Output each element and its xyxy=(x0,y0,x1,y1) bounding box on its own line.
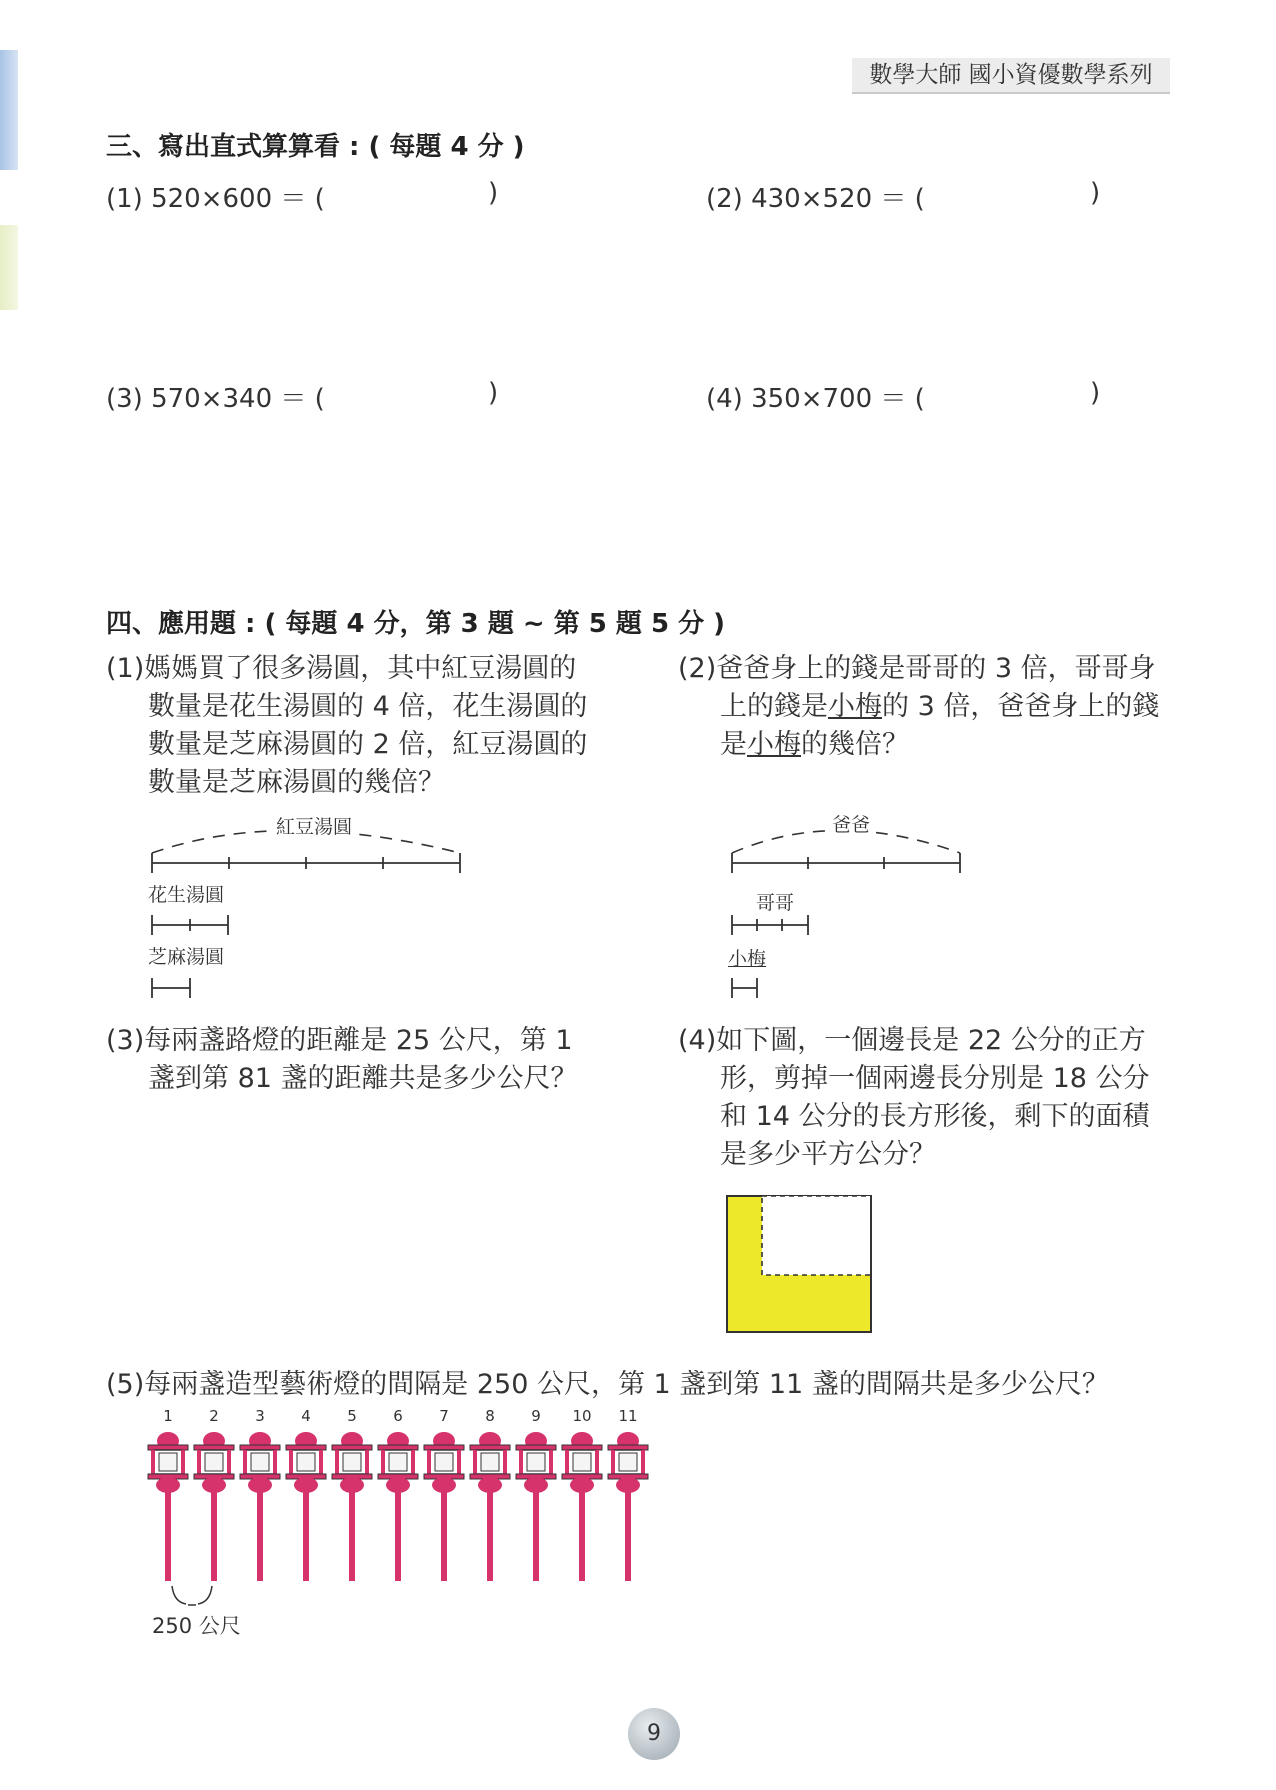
calc-q1-label: (1) 520×600 ＝ ( xyxy=(106,184,325,214)
street-lamp xyxy=(562,1407,602,1581)
word-problem-1 xyxy=(106,650,646,802)
question-number: (5) xyxy=(106,1369,145,1400)
street-lamp xyxy=(332,1407,372,1581)
word-problem-3 xyxy=(106,1022,666,1098)
question-line: 如下圖，一個邊長是 22 公分的正方 xyxy=(716,1025,1146,1056)
lamp-number: 5 xyxy=(347,1407,357,1425)
text-segment: 的 3 倍，爸爸身上的錢 xyxy=(882,691,1160,722)
page-number: 9 xyxy=(628,1708,680,1760)
section4-title: 四、應用題 : ( 每題 4 分，第 3 題 ~ 第 5 題 5 分 ) xyxy=(106,609,726,639)
lamp-row xyxy=(140,1405,660,1605)
lamp-number: 11 xyxy=(618,1407,638,1425)
word-problem-2 xyxy=(678,650,1218,764)
question-line: 數量是芝麻湯圓的幾倍？ xyxy=(148,767,445,798)
question-number: (4) xyxy=(678,1025,717,1056)
lamp-number: 1 xyxy=(163,1407,173,1425)
series-header: 數學大師 國小資優數學系列 xyxy=(852,58,1170,94)
cut-rectangle xyxy=(762,1196,871,1275)
word-problem-4 xyxy=(678,1022,1238,1174)
calc-q3-close: ) xyxy=(488,378,499,408)
street-lamp xyxy=(148,1407,188,1581)
lamp-number: 10 xyxy=(572,1407,592,1425)
question-line: 盞到第 81 盞的距離共是多少公尺？ xyxy=(148,1063,578,1094)
calc-q2-label: (2) 430×520 ＝ ( xyxy=(706,184,925,214)
diagram-label-sesame: 芝麻湯圓 xyxy=(148,946,225,968)
question-number: (2) xyxy=(678,653,717,684)
section3-title: 三、寫出直式算算看 : ( 每題 4 分 ) xyxy=(106,132,525,162)
street-lamp xyxy=(608,1407,648,1581)
question-line: 數量是花生湯圓的 4 倍，花生湯圓的 xyxy=(148,691,588,722)
text-segment: 是 xyxy=(720,729,747,760)
decorative-edge-tab xyxy=(0,50,18,170)
question-line: 形，剪掉一個兩邊長分別是 18 公分 xyxy=(720,1063,1150,1094)
street-lamp xyxy=(378,1407,418,1581)
question-line: 數量是芝麻湯圓的 2 倍，紅豆湯圓的 xyxy=(148,729,588,760)
question-line: 每兩盞造型藝術燈的間隔是 250 公尺，第 1 盞到第 11 盞的間隔共是多少公尺？ xyxy=(144,1369,1109,1400)
street-lamp xyxy=(194,1407,234,1581)
diagram-label-peanut: 花生湯圓 xyxy=(148,884,225,906)
calc-q4-label: (4) 350×700 ＝ ( xyxy=(706,384,925,414)
street-lamp xyxy=(240,1407,280,1581)
calc-q4-close: ) xyxy=(1090,378,1101,408)
lamp-number: 2 xyxy=(209,1407,219,1425)
text-segment: 的幾倍？ xyxy=(801,729,909,760)
diagram-label-dad: 爸爸 xyxy=(826,810,876,837)
calc-q3-label: (3) 570×340 ＝ ( xyxy=(106,384,325,414)
calc-q2-close: ) xyxy=(1090,178,1101,208)
cut-square-figure xyxy=(726,1195,872,1333)
question-line: 是多少平方公分？ xyxy=(720,1139,936,1170)
gap-brace-icon xyxy=(160,1584,240,1608)
street-lamp xyxy=(424,1407,464,1581)
lamp-number: 7 xyxy=(439,1407,449,1425)
calc-q1-close: ) xyxy=(488,178,499,208)
question-line: 每兩盞路燈的距離是 25 公尺，第 1 xyxy=(144,1025,573,1056)
street-lamp xyxy=(470,1407,510,1581)
name-underlined: 小梅 xyxy=(747,729,801,760)
word-problem-5 xyxy=(106,1366,1109,1404)
street-lamp xyxy=(286,1407,326,1581)
diagram-label-xiaomei: 小梅 xyxy=(728,948,767,970)
lamp-number: 6 xyxy=(393,1407,403,1425)
diagram-label-red-bean: 紅豆湯圓 xyxy=(272,812,356,839)
lamp-illustration xyxy=(140,1405,660,1605)
question-line: 媽媽買了很多湯圓，其中紅豆湯圓的 xyxy=(144,653,577,684)
diagram-label-brother: 哥哥 xyxy=(756,892,795,914)
question-line: 和 14 公分的長方形後，剩下的面積 xyxy=(720,1101,1150,1132)
text-segment: 上的錢是 xyxy=(720,691,828,722)
lamp-number: 8 xyxy=(485,1407,495,1425)
question-line xyxy=(678,688,1218,726)
street-lamp xyxy=(516,1407,556,1581)
lamp-number: 9 xyxy=(531,1407,541,1425)
name-underlined: 小梅 xyxy=(828,691,882,722)
question-line: 爸爸身上的錢是哥哥的 3 倍，哥哥身 xyxy=(716,653,1156,684)
question-number: (1) xyxy=(106,653,145,684)
lamp-number: 4 xyxy=(301,1407,311,1425)
gap-label: 250 公尺 xyxy=(152,1614,241,1638)
question-number: (3) xyxy=(106,1025,145,1056)
question-line xyxy=(678,726,1218,764)
lamp-number: 3 xyxy=(255,1407,265,1425)
decorative-edge-tab xyxy=(0,225,18,310)
